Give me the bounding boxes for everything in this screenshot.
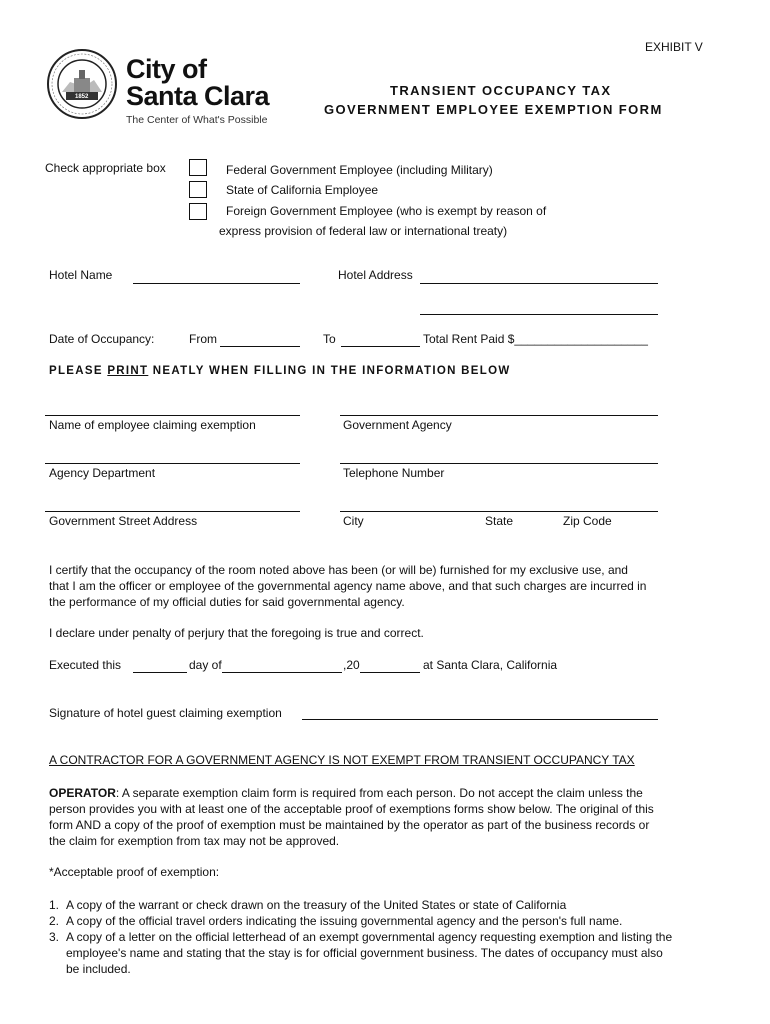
checkbox-state[interactable] [189,181,207,198]
logo-city-line1: City of [126,54,207,84]
list-item-number: 1. [49,898,60,912]
operator-label: OPERATOR [49,786,116,800]
city-label: City [343,514,364,528]
proof-list [49,897,679,977]
date-occupancy-label: Date of Occupancy: [49,332,155,346]
city-seal-logo [46,48,118,120]
list-item [49,913,679,929]
signature-label: Signature of hotel guest claiming exemption [49,706,282,720]
list-item-number: 2. [49,914,60,928]
list-item-text: A copy of the warrant or check drawn on the treasury of the United States or state of California [66,898,567,912]
total-rent-field[interactable]: ____________________ [514,332,648,346]
telephone-field[interactable] [340,463,658,464]
checkbox-foreign[interactable] [189,203,207,220]
print-notice-pre: PLEASE [49,365,108,377]
executed-day-field[interactable] [133,672,187,673]
print-notice-print: PRINT [107,365,149,377]
list-item [49,897,679,913]
operator-paragraph [49,785,659,849]
option-foreign: Foreign Government Employee (who is exempt by reason of [226,204,547,218]
city-state-zip-field[interactable] [340,511,658,512]
state-label: State [485,514,514,528]
check-label: Check appropriate box [45,161,166,175]
hotel-address-field[interactable] [420,283,658,284]
hotel-name-label: Hotel Name [49,268,113,282]
option-state: State of California Employee [226,183,379,197]
option-federal: Federal Government Employee (including Military) [226,163,493,177]
form-title-line1: TRANSIENT OCCUPANCY TAX [390,83,612,98]
total-rent-label [423,332,648,346]
telephone-label: Telephone Number [343,466,445,480]
logo-tagline: The Center of What's Possible [126,114,268,126]
year-label: ,20 [343,658,360,672]
executed-label: Executed this [49,658,122,672]
logo-city-line2: Santa Clara [126,81,270,111]
agency-field[interactable] [340,415,658,416]
list-item-number: 3. [49,930,60,944]
agency-label: Government Agency [343,418,452,432]
to-label: To [323,332,336,346]
checkbox-federal[interactable] [189,159,207,176]
print-notice [49,365,510,377]
contractor-notice: A CONTRACTOR FOR A GOVERNMENT AGENCY IS NOT EXEMPT FROM TRANSIENT OCCUPANCY TAX [49,753,635,767]
print-notice-post: NEATLY WHEN FILLING IN THE INFORMATION BELOW [148,365,511,377]
form-title-line2: GOVERNMENT EMPLOYEE EXEMPTION FORM [324,102,663,117]
seal-year: 1852 [75,94,89,100]
street-field[interactable] [45,511,300,512]
department-label: Agency Department [49,466,156,480]
hotel-address-label: Hotel Address [338,268,413,282]
from-label: From [189,332,217,346]
day-of-label: day of [189,658,222,672]
from-date-field[interactable] [220,346,300,347]
hotel-name-field[interactable] [133,283,300,284]
executed-year-field[interactable] [360,672,420,673]
total-rent-text: Total Rent Paid $ [423,332,515,346]
exhibit-label: EXHIBIT V [645,40,703,54]
employee-name-label: Name of employee claiming exemption [49,418,256,432]
operator-text: : A separate exemption claim form is required from each person. Do not accept the claim unless the person provides you with at least one of the acceptable proof of exemptions forms show below. The original of this form AND a copy of the proof of exemption must be maintained by the operator as part of the business records or the claim for exemption from tax may not be approved. [49,786,654,848]
list-item-text: A copy of a letter on the official letterhead of an exempt governmental agency requesting exemption and listing the employee's name and stating that the stay is for official government business. The dates of occupancy must also be included. [66,930,673,976]
place-label: at Santa Clara, California [423,658,558,672]
list-item-text: A copy of the official travel orders indicating the issuing governmental agency and the person's full name. [66,914,623,928]
employee-name-field[interactable] [45,415,300,416]
signature-field[interactable] [302,719,658,720]
to-date-field[interactable] [341,346,420,347]
option-foreign-cont: express provision of federal law or international treaty) [219,224,508,238]
certify-paragraph: I certify that the occupancy of the room noted above has been (or will be) furnished for my exclusive use, and that I am the officer or employee of the governmental agency name above, and that such charges are incurred in the performance of my official duties for said governmental agency. [49,563,647,609]
street-label: Government Street Address [49,514,198,528]
executed-month-field[interactable] [222,672,342,673]
zip-label: Zip Code [563,514,612,528]
list-item [49,929,679,977]
hotel-address-field-2[interactable] [420,314,658,315]
declare-paragraph: I declare under penalty of perjury that the foregoing is true and correct. [49,626,424,640]
proof-heading: *Acceptable proof of exemption: [49,865,220,879]
department-field[interactable] [45,463,300,464]
